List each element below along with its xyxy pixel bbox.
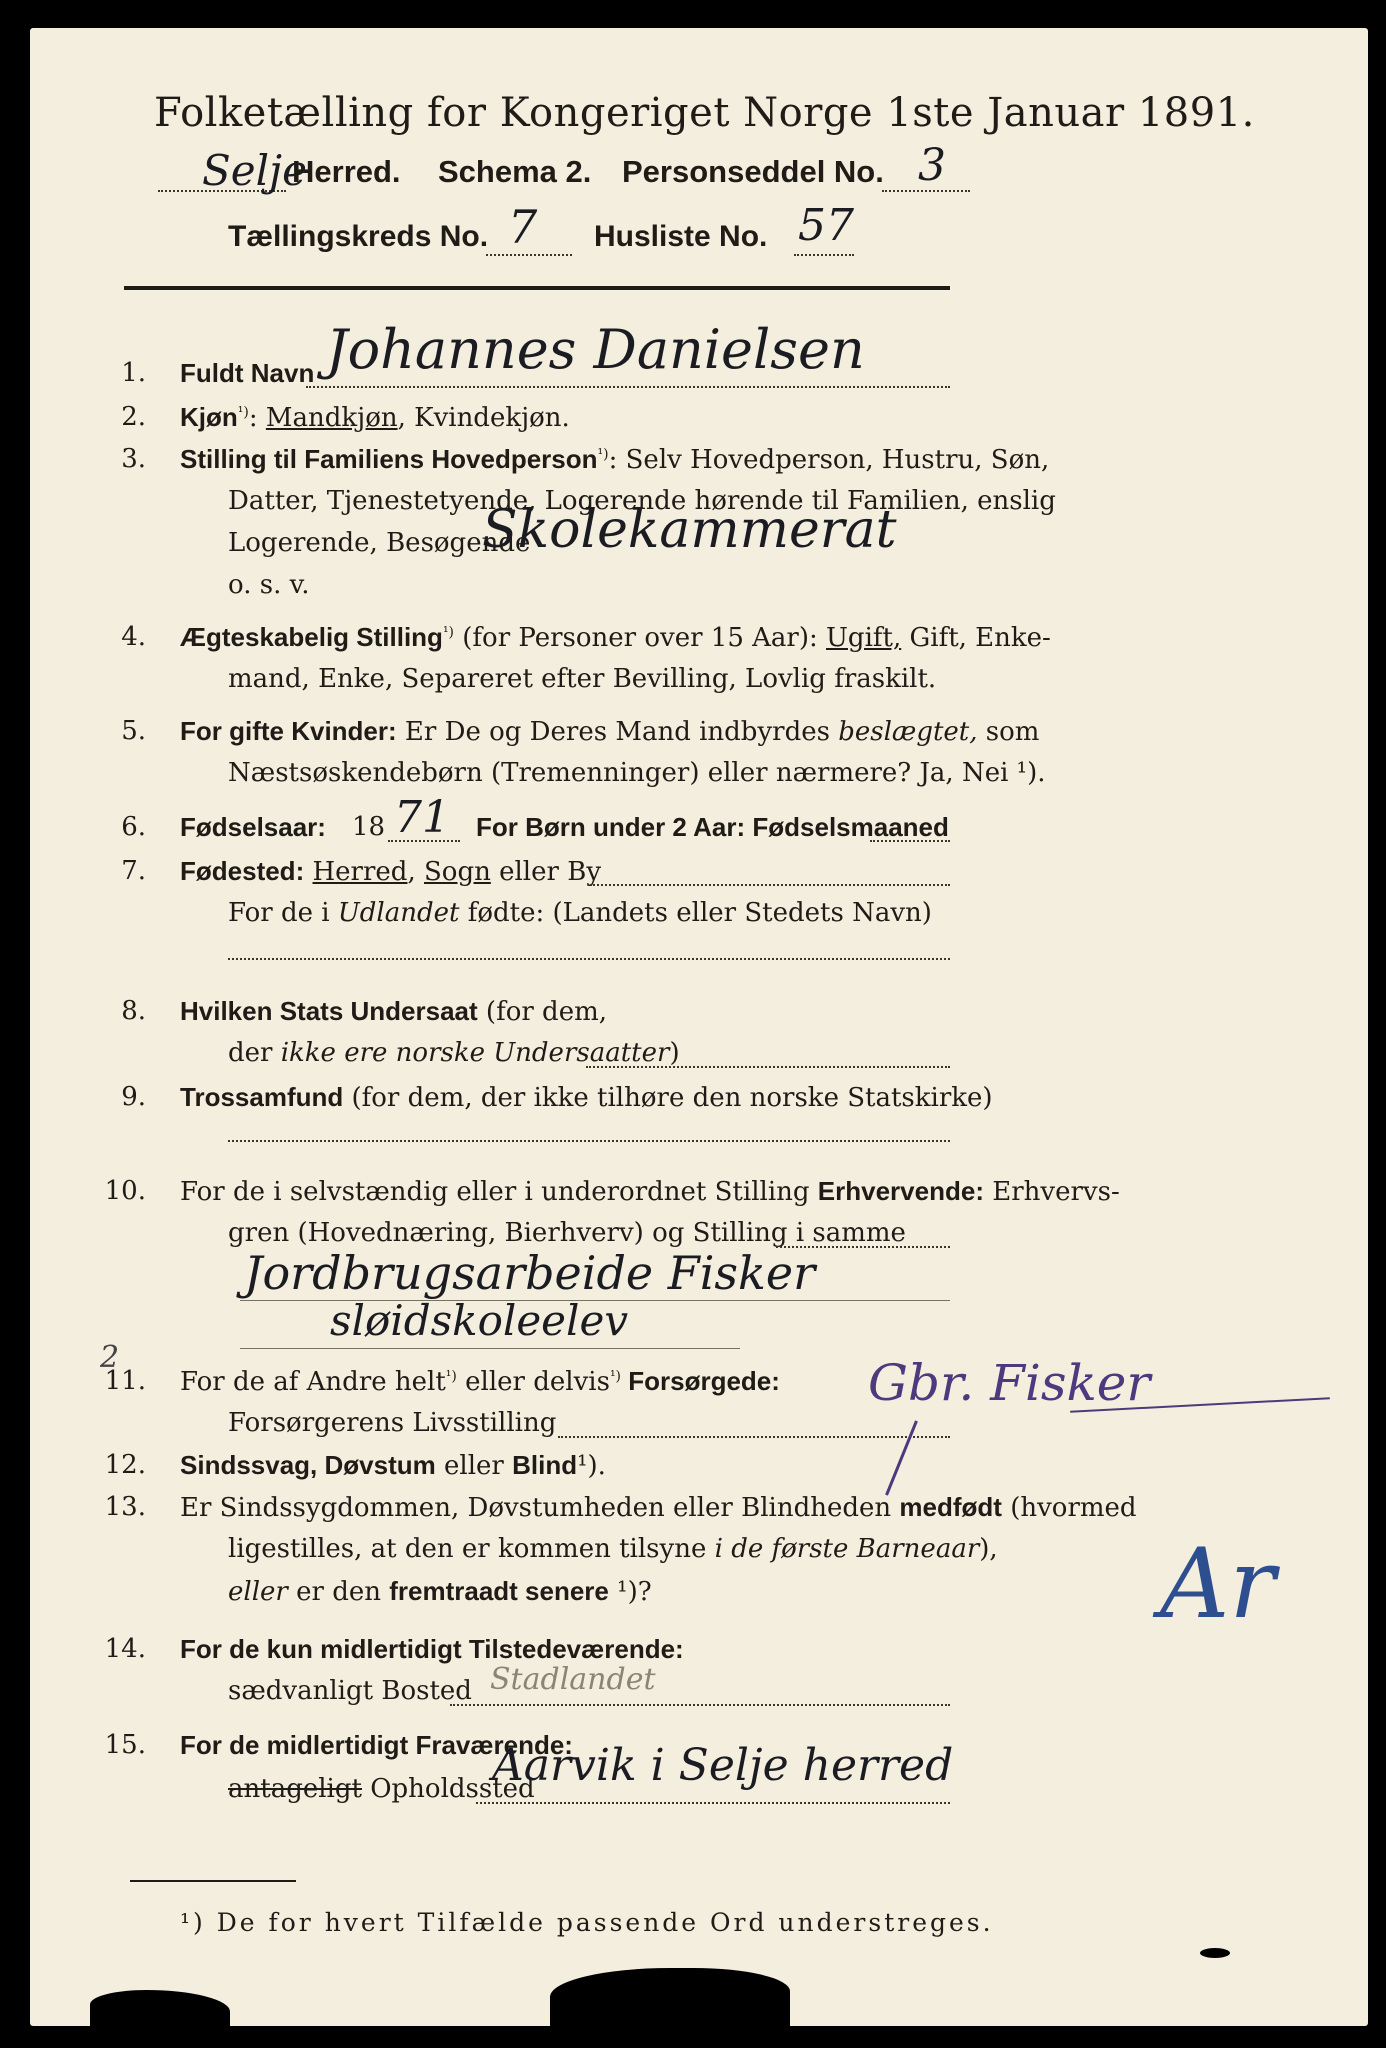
supporter-occupation-value: Gbr. Fisker (868, 1354, 1151, 1412)
relation-line-4: o. s. v. (228, 570, 310, 600)
dotted-line (590, 884, 950, 886)
selected-option: Ugift, (826, 623, 902, 653)
support-line-2: Forsørgerens Livsstilling (228, 1408, 557, 1438)
item-label: For de kun midlertidigt Tilstedeværende: (180, 1634, 684, 1664)
relation-line-3: Logerende, Besøgende (228, 528, 531, 558)
congenital-line-3 (228, 1576, 652, 1607)
birthplace-line-2 (228, 898, 932, 928)
marital-line-1 (180, 622, 1051, 653)
item-label: medfødt (899, 1492, 1002, 1522)
text: er den (287, 1577, 390, 1607)
gender-line (180, 402, 570, 433)
text: , Kvindekjøn. (397, 403, 570, 433)
item-label: For gifte Kvinder: (180, 716, 397, 746)
occupation-value-2: sløidskoleelev (330, 1296, 629, 1345)
text: : Selv Hovedperson, Hustru, Søn, (608, 445, 1050, 475)
occupation-line-2: gren (Hovednæring, Bierhverv) og Stilling i samme (228, 1218, 906, 1248)
item-label: For Børn under 2 Aar: Fødselsmaaned (476, 812, 949, 842)
text-italic: i de første Barneaar (714, 1534, 980, 1564)
item-label: For de midlertidigt Fraværende: (180, 1730, 573, 1760)
item-label: Stilling til Familiens Hovedperson (180, 444, 598, 474)
form-title: Folketælling for Kongeriget Norge 1ste Januar 1891. (154, 90, 1255, 136)
footnote: ¹) De for hvert Tilfælde passende Ord understreges. (180, 1908, 994, 1937)
husliste-no: 57 (798, 200, 854, 251)
text: eller delvis (456, 1367, 610, 1397)
herred-label: Herred. (292, 154, 401, 189)
item-number: 1. (121, 358, 146, 388)
full-name-value: Johannes Danielsen (326, 318, 865, 381)
text: der (228, 1038, 281, 1068)
text-italic: eller (228, 1577, 288, 1607)
item-label: Trossamfund (180, 1082, 344, 1112)
temporary-absent-line-2 (228, 1774, 535, 1804)
item-number: 11. (104, 1366, 146, 1396)
nationality-line-1 (180, 996, 607, 1027)
item-label: Kjøn (180, 402, 238, 432)
text: (for dem, der ikke tilhøre den norske Statskirke) (343, 1083, 993, 1113)
dotted-line (306, 386, 950, 388)
footnote-ref: ¹) (442, 624, 455, 641)
text: Er De og Deres Mand indbyrdes (396, 717, 839, 747)
kinship-line-1 (180, 716, 1039, 747)
selected-option: Herred (312, 857, 408, 887)
answer-line (240, 1348, 740, 1349)
temporary-present-line-2: sædvanligt Bosted (228, 1676, 472, 1706)
text-italic: Udlandet (337, 898, 460, 928)
text: ligestilles, at den er kommen tilsyne (228, 1534, 715, 1564)
item-number: 15. (104, 1730, 146, 1760)
item-label: Fødselsaar: (180, 812, 326, 842)
dotted-line (558, 1436, 950, 1438)
kinship-line-2: Næstsøskendebørn (Tremenninger) eller nærmere? Ja, Nei ¹). (228, 758, 1046, 788)
footnote-ref: ¹) (609, 1368, 622, 1385)
header-rule (124, 286, 950, 290)
text: ), (979, 1534, 998, 1564)
text-italic: beslægtet, (838, 717, 978, 747)
selected-option: Sogn (423, 857, 491, 887)
text: (hvormed (1001, 1493, 1137, 1523)
dotted-line (228, 958, 950, 960)
schema-label: Schema 2. (438, 154, 592, 189)
text: : (248, 403, 266, 433)
birthplace-line-1: Fødested: Herred, Sogn eller By (180, 856, 602, 887)
text: Opholdssted (361, 1774, 535, 1804)
marital-line-2: mand, Enke, Separeret efter Bevilling, Lovlig fraskilt. (228, 664, 937, 694)
text: som (977, 717, 1040, 747)
birth-year-value: 71 (394, 792, 450, 843)
support-line-1 (180, 1366, 780, 1397)
text: For de i (228, 898, 338, 928)
paper-damage (90, 1990, 230, 2026)
item-number: 5. (121, 716, 146, 746)
item-number: 10. (104, 1176, 146, 1206)
item-number: 3. (121, 444, 146, 474)
ink-stroke (885, 1420, 918, 1495)
text: ¹)? (608, 1577, 652, 1607)
item-label: fremtraadt senere (389, 1576, 609, 1606)
herred-name: Selje (202, 146, 307, 195)
personseddel-no: 3 (918, 140, 946, 191)
footnote-rule (130, 1880, 296, 1882)
taellingskreds-no: 7 (508, 200, 538, 254)
footnote-ref: ¹) (445, 1368, 457, 1385)
text: Er Sindssygdommen, Døvstumheden eller Blindheden (180, 1493, 900, 1523)
item-number: 7. (121, 856, 146, 886)
taellingskreds-label: Tællingskreds No. (228, 220, 489, 253)
ink-blot (1200, 1948, 1230, 1958)
item-label: Fødested: (180, 856, 305, 886)
relation-line-2: Datter, Tjenestetyende, Logerende hørende til Familien, enslig (228, 486, 1056, 516)
text: For de i selvstændig eller i underordnet Stilling (180, 1177, 818, 1207)
item-label: Sindssvag, Døvstum (180, 1450, 436, 1480)
text: (for Personer over 15 Aar): (454, 623, 827, 653)
usual-residence-value: Stadlandet (490, 1662, 656, 1697)
item-number: 14. (104, 1634, 146, 1664)
item-label: Fuldt Navn (180, 358, 315, 388)
item-label: Forsørgede: (621, 1366, 780, 1396)
dotted-line (476, 1802, 950, 1804)
footnote-ref: ¹) (597, 446, 609, 463)
selected-option: Mandkjøn (265, 403, 398, 433)
text: Gift, Enke- (901, 623, 1051, 653)
dotted-line (870, 840, 950, 842)
item-number: 13. (104, 1492, 146, 1522)
text: ¹). (577, 1451, 606, 1481)
birth-year-prefix: 18 (352, 812, 386, 842)
text: eller (435, 1451, 513, 1481)
religion-line (180, 1082, 993, 1113)
item-number: 9. (121, 1082, 146, 1112)
item-label: Blind (512, 1450, 578, 1480)
occupation-value-1: Jordbrugsarbeide Fisker (244, 1246, 816, 1300)
item-number: 4. (121, 622, 146, 652)
text: For de af Andre helt (180, 1367, 446, 1397)
husliste-label: Husliste No. (594, 220, 768, 253)
item-number: 8. (121, 996, 146, 1026)
congenital-line-2 (228, 1534, 998, 1564)
nationality-line-2 (228, 1038, 680, 1068)
blue-pencil-mark: Ar (1160, 1528, 1276, 1640)
census-form (30, 28, 1368, 2026)
paper-damage (550, 1968, 790, 2026)
occupation-line-1 (180, 1176, 1120, 1207)
text: Erhvervs- (983, 1177, 1120, 1207)
text: fødte: (Landets eller Stedets Navn) (459, 898, 932, 928)
text: ) (669, 1038, 680, 1068)
dotted-line (228, 1140, 950, 1142)
item-number: 12. (104, 1450, 146, 1480)
item-label: Erhvervende: (817, 1176, 984, 1206)
stay-place-value: Aarvik i Selje herred (492, 1740, 954, 1791)
relation-line-1 (180, 444, 1049, 475)
text-italic: ikke ere norske Undersaatter (280, 1038, 670, 1068)
item-label: Hvilken Stats Undersaat (180, 996, 478, 1026)
margin-note: 2 (100, 1340, 120, 1375)
item-label: Ægteskabelig Stilling (180, 622, 443, 652)
struck-word: antageligt (228, 1774, 362, 1804)
dotted-line (794, 254, 854, 256)
congenital-line-1 (180, 1492, 1137, 1523)
text: eller By (490, 857, 602, 887)
disability-line (180, 1450, 606, 1481)
dotted-line (486, 254, 572, 256)
item-number: 6. (121, 812, 146, 842)
dotted-line (586, 1066, 950, 1068)
text: (for dem, (477, 997, 607, 1027)
footnote-ref: ¹) (237, 404, 249, 421)
item-number: 2. (121, 402, 146, 432)
dotted-line (450, 1704, 950, 1706)
personseddel-label: Personseddel No. (622, 154, 884, 189)
relation-value: Skolekammerat (482, 500, 897, 560)
